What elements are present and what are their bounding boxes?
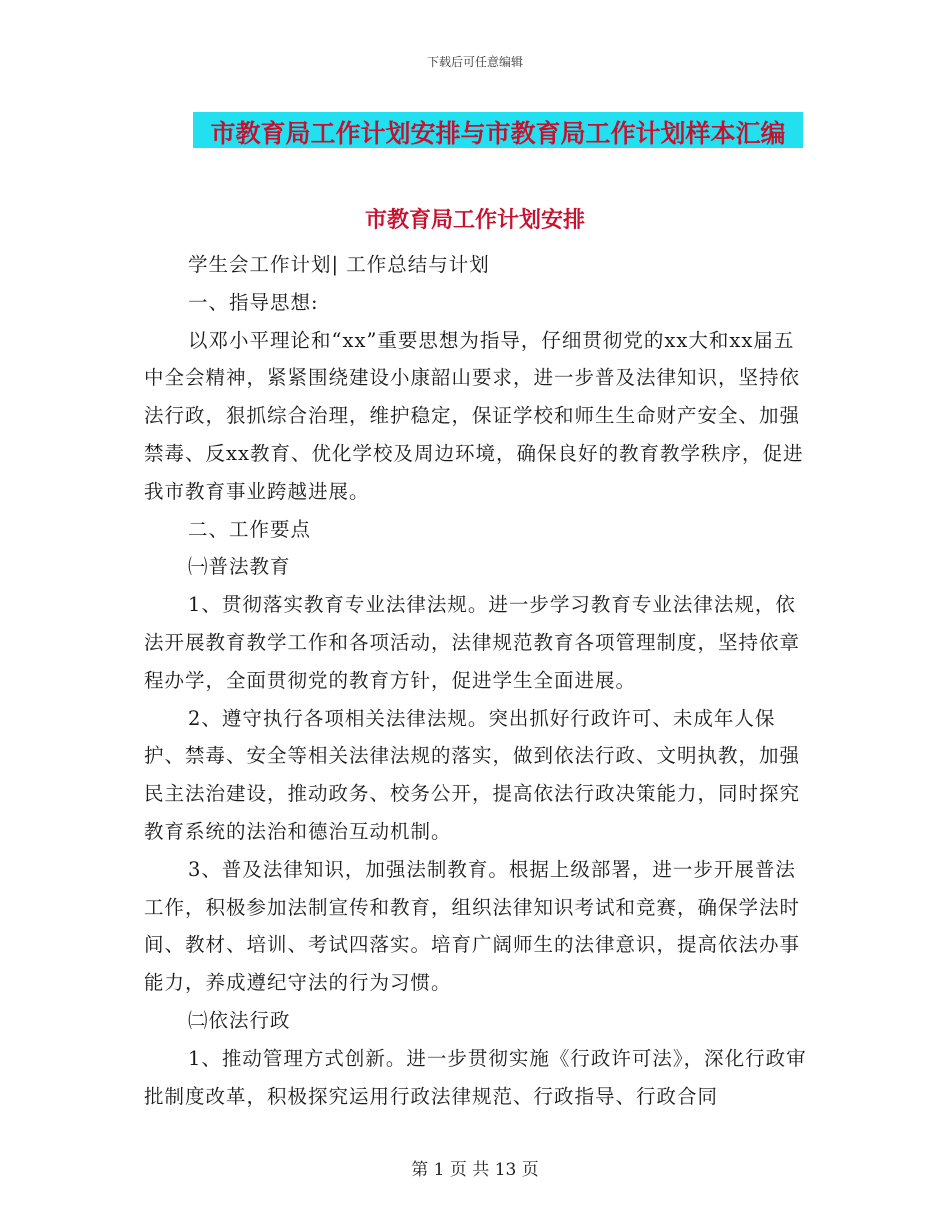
page-number: 第 1 页 共 13 页: [411, 1160, 539, 1180]
paragraph-item-1: 1、贯彻落实教育专业法律法规。进一步学习教育专业法律法规，依法开展教育教学工作和各项活动，法律规范教育各项管理制度，坚持依章程办学，全面贯彻党的教育方针，促进学生全面进展。: [144, 593, 801, 692]
section-title: 市教育局工作计划安排: [364, 207, 585, 233]
document-body: [144, 246, 812, 1115]
heading-law-education: ㈠普法教育: [188, 555, 291, 579]
heading-administration: ㈡依法行政: [188, 1008, 291, 1032]
paragraph-admin-item-1: 1、推动管理方式创新。进一步贯彻实施《行政许可法》，深化行政审批制度改革，积极探究运用行政法律规范、行政指导、行政合同: [144, 1046, 807, 1108]
paragraph-item-3: 3、普及法律知识，加强法制教育。根据上级部署，进一步开展普法工作，积极参加法制宣传和教育，组织法律知识考试和竞赛，确保学法时间、教材、培训、考试四落实。培育广阔师生的法律意识，提高依法办事能力，养成遵纪守法的行为习惯。: [144, 857, 801, 995]
heading-work-points: 二、工作要点: [188, 517, 312, 541]
paragraph-item-2: 2、遵守执行各项相关法律法规。突出抓好行政许可、未成年人保护、禁毒、安全等相关法律法规的落实，做到依法行政、文明执教，加强民主法治建设，推动政务、校务公开，提高依法行政决策能力，同时探究教育系统的法治和德治互动机制。: [144, 706, 801, 843]
paragraph-category: 学生会工作计划| 工作总结与计划: [188, 253, 490, 276]
page-header-note: 下载后可任意编辑: [426, 55, 523, 69]
heading-guiding-thought: 一、指导思想:: [188, 290, 319, 314]
paragraph-guiding-thought: 以邓小平理论和“xx”重要思想为指导，仔细贯彻党的xx大和xx届五中全会精神，紧紧围绕建设小康韶山要求，进一步普及法律知识，坚持依法行政，狠抓综合治理，维护稳定，保证学校和师生生命财产安全、加强禁毒、反xx教育、优化学校及周边环境，确保良好的教育教学秩序，促进我市教育事业跨越进展。: [144, 328, 804, 503]
document-title: 市教育局工作计划安排与市教育局工作计划样本汇编: [210, 119, 786, 148]
